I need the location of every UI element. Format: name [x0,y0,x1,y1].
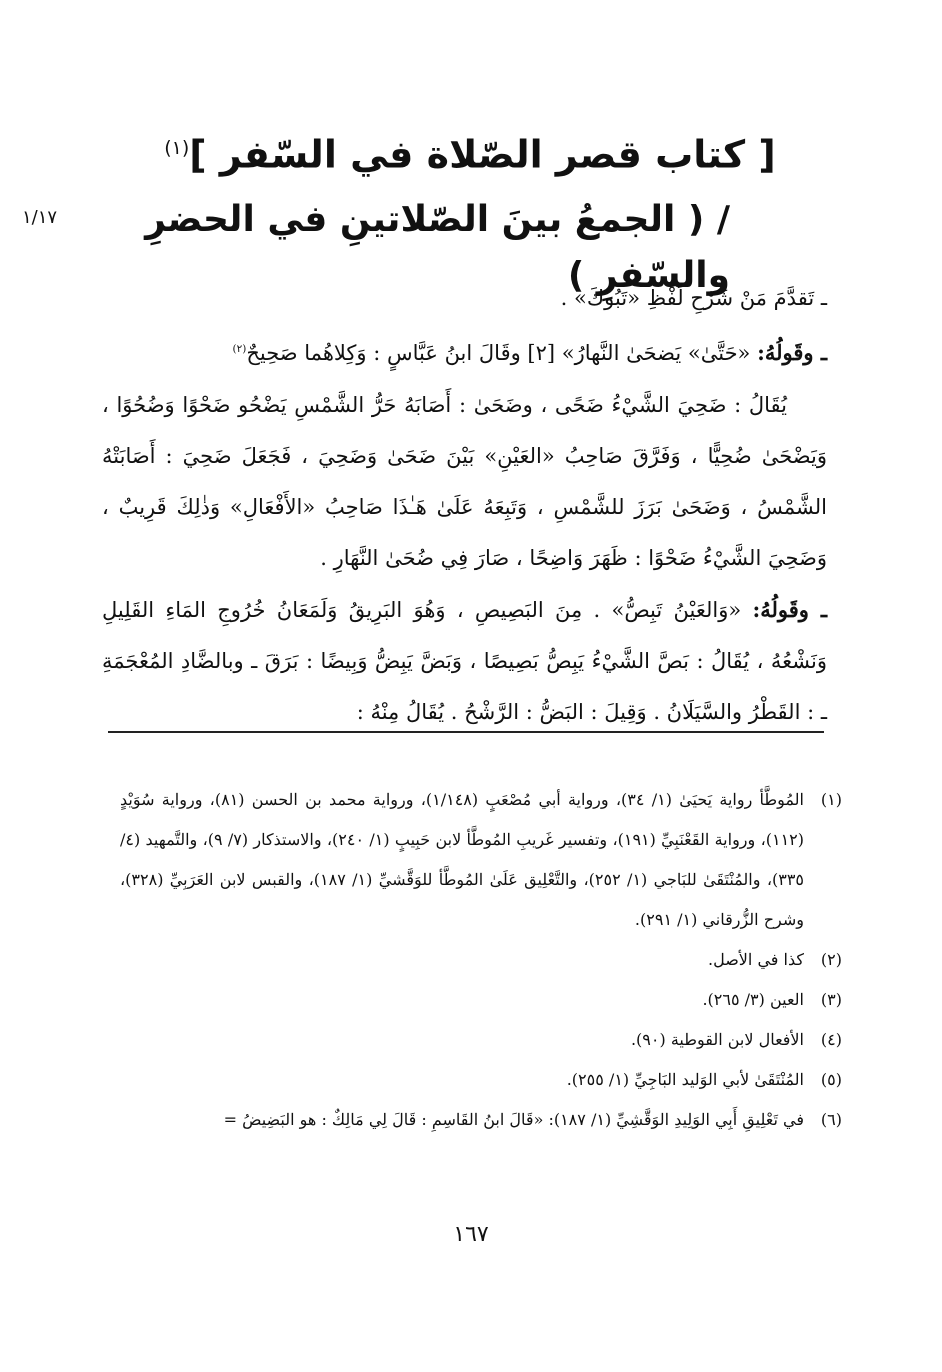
footnote-6 [120,1100,842,1140]
book-title-text: [ كتاب قصر الصّلاة في السّفر ] [189,132,776,177]
book-title [110,118,830,185]
footnote-number: (٦) [820,1110,842,1129]
paragraph-2 [102,324,827,379]
footnote-number: (٤) [820,1030,842,1049]
paragraph-lead: ـ وقَولُهُ: [757,340,827,365]
footnote-1 [120,780,842,940]
paragraph-text: ـ تَقدَّمَ مَنْ شَرْحِ لَفْظِ «تَبُوكَ» . [560,286,827,310]
footnote-4 [120,1020,842,1060]
chapter-title: / ( الجمعُ بينَ الصّلاتينِ في الحضرِ والسّفرِ ) [145,199,730,296]
footnote-number: (٢) [820,950,842,969]
paragraph-4 [102,584,827,738]
footnote-ref[interactable]: (٢) [232,343,247,355]
paragraph-text: «حَتَّىٰ» يَضحَىٰ النَّهارُ» [٢] وقَالَ ابنُ عَبَّاسٍ : وَكِلاهُما صَحِيحٌ [246,341,751,365]
paragraph-1 [102,272,827,324]
footnote-number: (٥) [820,1070,842,1089]
footnote-5 [120,1060,842,1100]
footnote-2 [120,940,842,980]
footnote-number: (٣) [820,990,842,1009]
main-text [102,272,827,738]
footnote-number: (١) [820,790,842,809]
paragraph-text: «وَالعَيْنُ تَبِصُّ» . مِنَ البَصِيصِ ، وَهُوَ البَرِيقُ وَلَمَعَانُ خُرُوجِ المَاءِ القَلِيلِ وَنَشْعُهُ ، يُقَالُ : بَصَّ الشَّيْءُ يَبِصُّ بَصِيصًا ، وَبَضَّ يَبِضُّ وَبِيضًا : بَرَقَ ـ وبالضَّادِ المُعْجَمَةِ ـ : القَطْرُ والسَّيَلَانُ . وَقِيلَ : البَضُّ : الرَّشْحُ . يُقَالُ مِنْهُ : [102,598,827,724]
margin-page-reference: ١/١٧ [22,207,58,228]
footnote-text: العين (٣/ ٢٦٥). [702,990,804,1009]
paragraph-text: يُقَالُ : ضَحِيَ الشَّيْءُ ضَحًى ، وضَحَىٰ : أَصَابَهُ حَرُّ الشَّمْسِ يَضْحُو ضَحْوًا وَضُحُوًا ، وَيَضْحَىٰ ضُحِيًّا ، وَفَرَّقَ صَاحِبُ «العَيْنِ» بَيْنَ ضَحَىٰ وَضَحِيَ ، فَجَعَلَ ضَحِيَ : أَصَابَتْهُ الشَّمْسُ ، وَضَحَىٰ بَرَزَ للشَّمْسِ ، وَتَبِعَهُ عَلَىٰ هَـٰذَا صَاحِبُ «الأَفْعَالِ» وَذٰلِكَ قَرِيبٌ ، وَضَحِيَ الشَّيْءُ ضَحْوًا : ظَهَرَ وَاضِحًا ، صَارَ فِي ضُحَىٰ النَّهَارِ . [102,393,827,570]
paragraph-3 [102,379,827,584]
paragraph-lead: ـ وقَولُهُ: [752,597,827,622]
page-number: ١٦٧ [453,1222,489,1247]
footnote-separator [108,731,824,733]
footnote-text: في تَعْلِيقِ أَبِي الوَلِيدِ الوَقَّشِيِّ (١/ ١٨٧): «قَالَ ابنُ القَاسِمِ : قَالَ لِي مَالِكٌ : هو البَضِيضُ = [223,1110,804,1129]
footnote-text: الأفعال لابن القوطية (٩٠). [630,1030,804,1049]
footnote-text: كذا في الأصل. [708,950,804,969]
footnotes [120,780,842,1140]
footnote-text: المُوطَّأ رواية يَحيَىٰ (١/ ٣٤)، ورواية أبي مُصْعَبٍ (١/١٤٨)، ورواية محمد بن الحسن (٨١)، ورواية سُوَيْدٍ (١١٢)، ورواية القَعْنَبِيِّ (١٩١)، وتفسير غَريبِ المُوطَّأ لابن حَبِيبٍ (١/ ٢٤٠)، والاستذكار (٧/ ٩)، والتَّمهيد (٤/ ٣٣٥)، والمُنْتَقَىٰ للبَاجي (١/ ٢٥٢)، والتَّعْلِيق عَلَىٰ المُوطَّأ للوَقَّشيِّ (١/ ١٨٧)، والقبس لابن العَرَبِيِّ (٣٢٨)، وشرح الزُّرقاني (١/ ٢٩١). [120,790,805,929]
footnote-text: المُنْتَقَىٰ لأبي الوَليد البَاجِيِّ (١/ ٢٥٥). [566,1070,804,1089]
book-title-note-ref[interactable]: (١) [164,137,190,159]
footnote-3 [120,980,842,1020]
